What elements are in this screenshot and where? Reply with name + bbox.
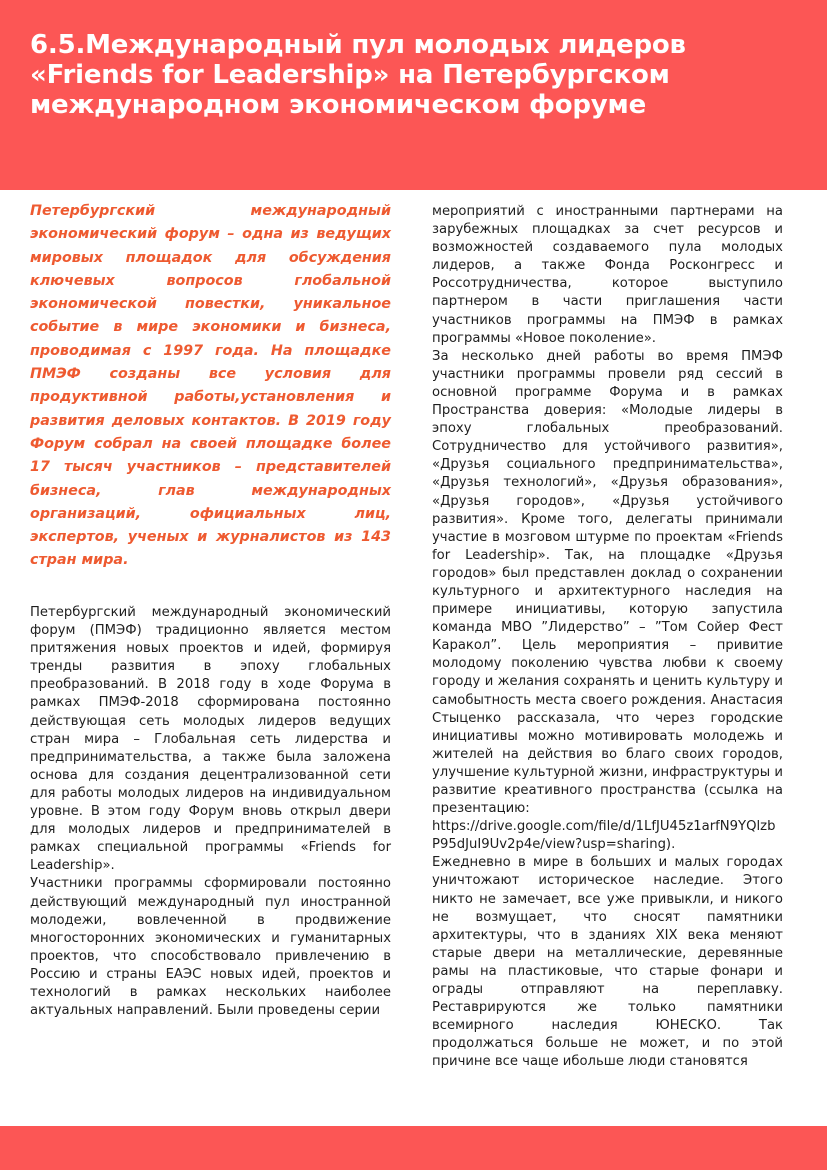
page-title: 6.5.Международный пул молодых лидеров «Friends for Leadership» на Петербургском международном экономическом форуме [30, 30, 686, 120]
left-column [30, 604, 391, 1020]
lead-paragraph: Петербургский международный экономический форум – одна из ведущих мировых площадок для обсуждения ключевых вопросов глобальной экономической повестки, уникальное событие в мире экономики и бизнеса, проводимая с 1997 года. На площадке ПМЭФ созданы все условия для продуктивной работы,установления и развития деловых контактов. В 2019 году Форум собрал на своей площадке более 17 тысяч участников – представителей бизнеса, глав международных организаций, официальных лиц, экспертов, ученых и журналистов из 143 стран мира. [30, 203, 391, 569]
left-paragraph-1: Петербургский международный экономический форум (ПМЭФ) традиционно является местом притяжения новых проектов и идей, формируя тренды развития в эпоху глобальных преобразований. В 2018 году в ходе Форума в рамках ПМЭФ-2018 сформирована постоянно действующая сеть молодых лидеров ведущих стран мира – Глобальная сеть лидерства и предпринимательства, а также была заложена основа для создания децентрализованной сети для работы молодых лидеров на индивидуальном уровне. В этом году Форум вновь открыл двери для молодых лидеров и предпринимателей в рамках специальной программы «Friends for Leadership». [30, 605, 391, 874]
footer-band [0, 1126, 827, 1170]
lead-column [30, 200, 391, 573]
right-paragraph-3: Ежедневно в мире в больших и малых городах уничтожают историческое наследие. Этого никто не замечает, все уже привыкли, и никого не возмущает, что сносят памятники архитектуры, что в зданиях XIX века меняют старые двери на металлические, деревянные рамы на пластиковые, что старые фонари и ограды отправляют на переплавку. Реставрируются же только памятники всемирного наследия ЮНЕСКО. Так продолжаться больше не может, и по этой причине все чаще ибольше люди становятся [432, 855, 783, 1070]
left-paragraph-2: Участники программы сформировали постоянно действующий международный пул иностранной молодежи, вовлеченной в продвижение многосторонних экономических и гуманитарных проектов, что способствовало привлечению в Россию и страны ЕАЭС новых идей, проектов и технологий в рамках нескольких наиболее актуальных направлений. Были проведены серии [30, 876, 391, 1019]
right-paragraph-2: За несколько дней работы во время ПМЭФ участники программы провели ряд сессий в основной программе Форума и в рамках Пространства доверия: «Молодые лидеры в эпоху глобальных преобразований. Сотрудничество для устойчивого развития», «Друзья социального предпринимательства», «Друзья технологий», «Друзья образования», «Друзья городов», «Друзья устойчивого развития». Кроме того, делегаты принимали участие в мозговом штурме по проектам «Friends for Leadership». Так, на площадке «Друзья городов» был представлен доклад о сохранении культурного и архитектурного наследия на примере инициативы, которую запустила команда МВО ”Лидерство” – ”Том Сойер Фест Каракол”. Цель мероприятия – привитие молодому поколению чувства любви к своему городу и желания сохранять и ценить культуру и самобытность места своего рождения. Анастасия Стыценко рассказала, что через городские инициативы можно мотивировать молодежь и жителей на действия во благо своих городов, улучшение культурной жизни, инфраструктуры и развитие креативного пространства (ссылка на презентацию: https://drive.google.com/file/d/1LfJU45z1arfN9YQlzbP95dJuI9Uv2p4e/view?usp=sharing). [432, 348, 783, 853]
right-paragraph-1: мероприятий с иностранными партнерами на зарубежных площадках за счет ресурсов и возможностей создаваемого пула молодых лидеров, а также Фонда Росконгресс и Россотрудничества, которое выступило партнером в части приглашения части участников программы на ПМЭФ в рамках программы «Новое поколение». [432, 204, 783, 346]
right-column [432, 203, 783, 1072]
